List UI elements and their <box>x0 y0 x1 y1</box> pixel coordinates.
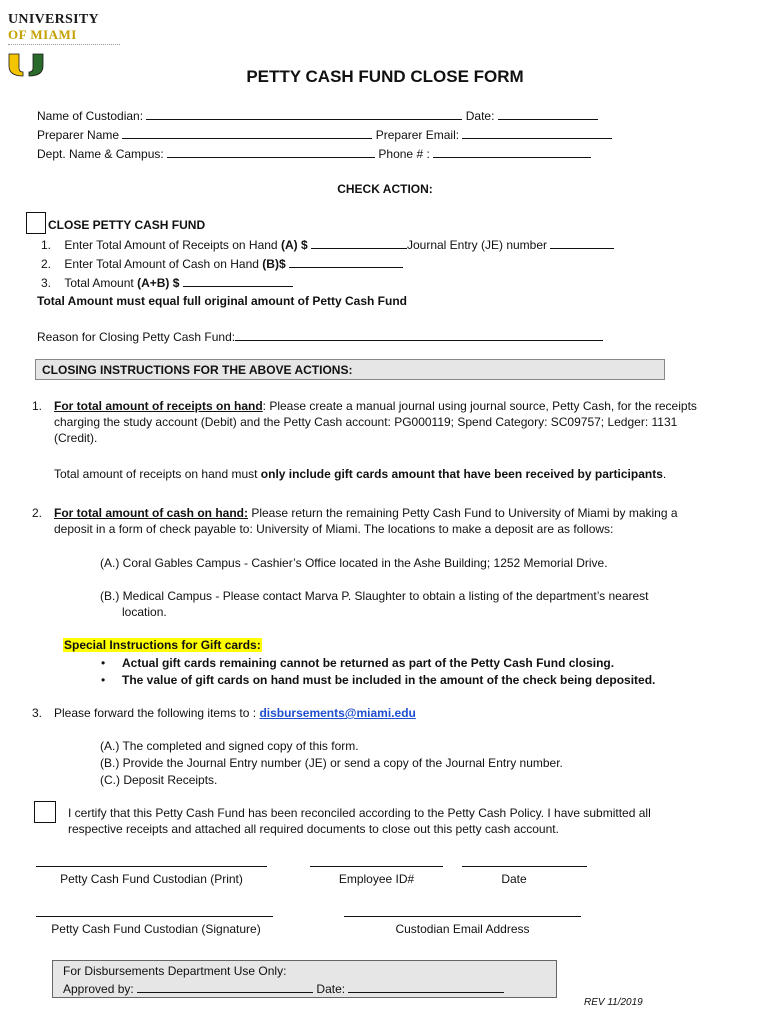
cash-amount-field[interactable] <box>289 256 403 268</box>
reason-label: Reason for Closing Petty Cash Fund: <box>37 330 236 344</box>
instruction-number: 3. <box>32 706 43 720</box>
custodian-print-line[interactable] <box>36 866 267 867</box>
item-number: 2. <box>41 257 52 271</box>
custodian-label: Name of Custodian: <box>37 109 144 123</box>
instruction-number: 2. <box>32 506 43 520</box>
check-action-label: CHECK ACTION: <box>337 182 433 196</box>
receipts-note-suffix: . <box>662 467 667 481</box>
total-amount-field[interactable] <box>183 275 293 287</box>
total-label: Total Amount <box>64 276 134 290</box>
preparer-email-label: Preparer Email: <box>375 128 460 142</box>
approved-by-field[interactable] <box>137 981 313 993</box>
dept-use-heading: For Disbursements Department Use Only: <box>63 964 287 978</box>
gift-card-bullet-2: The value of gift cards on hand must be included in the amount of the check being deposited. <box>122 673 656 687</box>
preparer-email-field[interactable] <box>462 127 612 139</box>
instruction-forward-text: Please forward the following items to : <box>54 706 260 720</box>
cash-label: Enter Total Amount of Cash on Hand <box>64 257 259 271</box>
approved-by-label: Approved by: <box>63 982 134 996</box>
bullet-icon: • <box>101 656 106 670</box>
forward-item-b: (B.) Provide the Journal Entry number (JE) or send a copy of the Journal Entry number. <box>100 756 563 770</box>
dept-campus-field[interactable] <box>167 146 375 158</box>
close-fund-checkbox[interactable] <box>26 212 46 234</box>
date-field[interactable] <box>498 108 598 120</box>
instructions-header: CLOSING INSTRUCTIONS FOR THE ABOVE ACTIONS: <box>35 359 665 380</box>
gift-card-bullet-1: Actual gift cards remaining cannot be returned as part of the Petty Cash Fund closing. <box>122 656 615 670</box>
preparer-name-label: Preparer Name <box>37 128 120 142</box>
total-row <box>41 275 293 290</box>
approval-date-label: Date: <box>316 982 346 996</box>
revision-label: REV 11/2019 <box>584 997 643 1008</box>
employee-id-line[interactable] <box>310 866 443 867</box>
custodian-signature-label: Petty Cash Fund Custodian (Signature) <box>51 922 261 936</box>
receipts-amount-label: (A) $ <box>280 238 308 252</box>
instruction-receipts <box>54 398 704 446</box>
dept-row <box>37 146 591 161</box>
forward-item-c: (C.) Deposit Receipts. <box>100 773 218 787</box>
item-number: 1. <box>41 238 52 252</box>
instruction-cash-title: For total amount of cash on hand: <box>54 506 248 520</box>
bullet-icon: • <box>101 673 106 687</box>
logo-divider <box>8 44 120 45</box>
forward-item-a: (A.) The completed and signed copy of this form. <box>100 739 359 753</box>
custodian-row <box>37 108 598 123</box>
deposit-location-medical: (B.) Medical Campus - Please contact Marva P. Slaughter to obtain a listing of the department’s nearest location. <box>100 589 649 619</box>
close-fund-heading: CLOSE PETTY CASH FUND <box>48 218 206 232</box>
date-signature-line[interactable] <box>462 866 587 867</box>
preparer-row <box>37 127 612 142</box>
total-note: Total Amount must equal full original amount of Petty Cash Fund <box>37 294 407 308</box>
cash-row <box>41 256 403 271</box>
preparer-name-field[interactable] <box>122 127 372 139</box>
cash-amount-label: (B)$ <box>262 257 286 271</box>
gift-card-heading: Special Instructions for Gift cards: <box>64 638 261 652</box>
receipts-row <box>41 237 614 252</box>
employee-id-label: Employee ID# <box>338 872 415 886</box>
instruction-receipts-title: For total amount of receipts on hand <box>54 399 263 413</box>
instruction-cash <box>54 505 704 537</box>
date-label: Date: <box>465 109 495 123</box>
instruction-forward <box>54 706 416 720</box>
logo-of-miami-text: OF MIAMI <box>8 27 77 42</box>
custodian-email-label: Custodian Email Address <box>395 922 530 936</box>
reason-row <box>37 329 603 344</box>
instruction-number: 1. <box>32 399 43 413</box>
certify-checkbox[interactable] <box>34 801 56 823</box>
approval-date-field[interactable] <box>348 981 504 993</box>
instruction-cash-text: Please return the remaining Petty Cash Fund to University of Miami by making a deposit in a form of check payable to: University of Miami. The locations to make a deposit are as follows: <box>54 506 678 536</box>
custodian-signature-line[interactable] <box>36 916 273 917</box>
custodian-print-label: Petty Cash Fund Custodian (Print) <box>60 872 243 886</box>
receipts-amount-field[interactable] <box>311 237 407 249</box>
instruction-receipts-text: : Please create a manual journal using journal source, Petty Cash, for the receipts charging the study account (Debit) and the Petty Cash account: PG000119; Spend Category: SC09757; Ledger: 1131 (Credit). <box>54 399 697 445</box>
phone-label: Phone # : <box>378 147 430 161</box>
total-amount-label: (A+B) $ <box>137 276 180 290</box>
logo-university-text: UNIVERSITY <box>8 12 99 27</box>
item-number: 3. <box>41 276 52 290</box>
dept-campus-label: Dept. Name & Campus: <box>37 147 164 161</box>
custodian-name-field[interactable] <box>146 108 462 120</box>
dept-use-box <box>52 960 557 998</box>
je-number-label: Journal Entry (JE) number <box>406 238 548 252</box>
certify-statement: I certify that this Petty Cash Fund has been reconciled according to the Petty Cash Policy. I have submitted all respective receipts and attached all required documents to close out this petty cash account. <box>68 806 651 836</box>
phone-field[interactable] <box>433 146 591 158</box>
receipts-note-prefix: Total amount of receipts on hand must <box>54 467 261 481</box>
receipts-note-bold: only include gift cards amount that have been received by participants <box>260 467 663 481</box>
approval-row <box>63 981 504 996</box>
form-title: PETTY CASH FUND CLOSE FORM <box>246 67 524 86</box>
disbursements-email-link[interactable]: disbursements@miami.edu <box>259 706 416 720</box>
deposit-location-coral-gables: (A.) Coral Gables Campus - Cashier’s Office located in the Ashe Building; 1252 Memorial Drive. <box>100 556 608 570</box>
receipts-label: Enter Total Amount of Receipts on Hand <box>64 238 278 252</box>
reason-field[interactable] <box>235 329 603 341</box>
je-number-field[interactable] <box>550 237 614 249</box>
signature-date-label: Date <box>501 872 527 886</box>
custodian-email-line[interactable] <box>344 916 581 917</box>
receipts-gift-note <box>54 466 704 482</box>
